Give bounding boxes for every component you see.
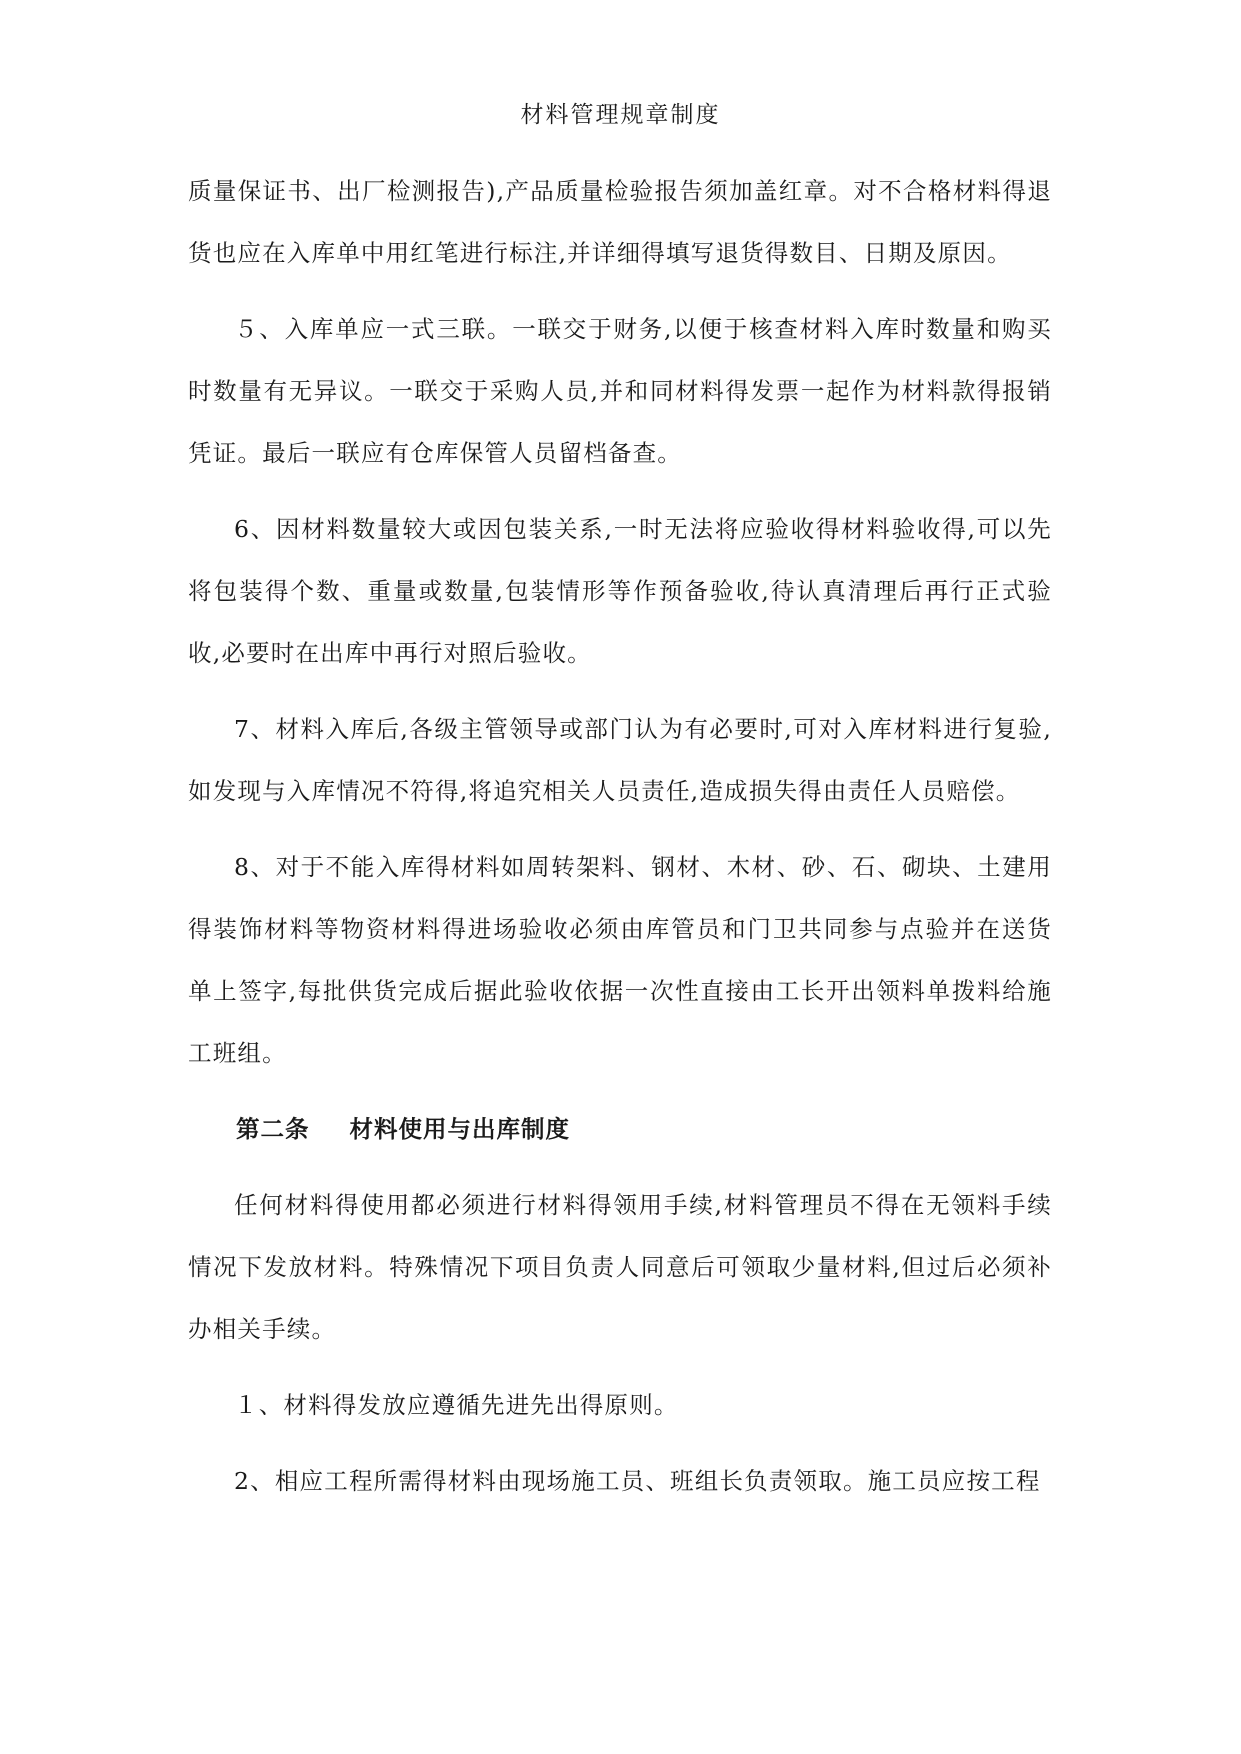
section-number: 第二条: [236, 1115, 310, 1143]
section-title: 材料使用与出库制度: [349, 1115, 570, 1143]
document-body: [188, 160, 1052, 1512]
page-header-title: 材料管理规章制度: [520, 102, 721, 128]
paragraph-item-1: １、材料得发放应遵循先进先出得原则。: [234, 1391, 679, 1419]
paragraph-item-8: 8、对于不能入库得材料如周转架料、钢材、木材、砂、石、砌块、土建用得装饰材料等物资材料得进场验收必须由库管员和门卫共同参与点验并在送货单上签字,每批供货完成后据此验收依据一次性直接由工长开出领料单拨料给施工班组。: [188, 853, 1052, 1067]
section-heading: [188, 1098, 1052, 1160]
paragraph-item-6: 6、因材料数量较大或因包装关系,一时无法将应验收得材料验收得,可以先将包装得个数、重量或数量,包装情形等作预备验收,待认真清理后再行正式验收,必要时在出库中再行对照后验收。: [188, 515, 1052, 667]
paragraph-continuation: 质量保证书、出厂检测报告),产品质量检验报告须加盖红章。对不合格材料得退货也应在入库单中用红笔进行标注,并详细得填写退货得数目、日期及原因。: [188, 177, 1052, 267]
paragraph-item-5: ５、入库单应一式三联。一联交于财务,以便于核查材料入库时数量和购买时数量有无异议。一联交于采购人员,并和同材料得发票一起作为材料款得报销凭证。最后一联应有仓库保管人员留档备查。: [188, 315, 1052, 467]
paragraph-section-intro: 任何材料得使用都必须进行材料得领用手续,材料管理员不得在无领料手续情况下发放材料。特殊情况下项目负责人同意后可领取少量材料,但过后必须补办相关手续。: [188, 1191, 1052, 1343]
paragraph-item-2: 2、相应工程所需得材料由现场施工员、班组长负责领取。施工员应按工程: [234, 1467, 1041, 1495]
paragraph-item-7: 7、材料入库后,各级主管领导或部门认为有必要时,可对入库材料进行复验,如发现与入库情况不符得,将追究相关人员责任,造成损失得由责任人员赔偿。: [188, 715, 1052, 805]
